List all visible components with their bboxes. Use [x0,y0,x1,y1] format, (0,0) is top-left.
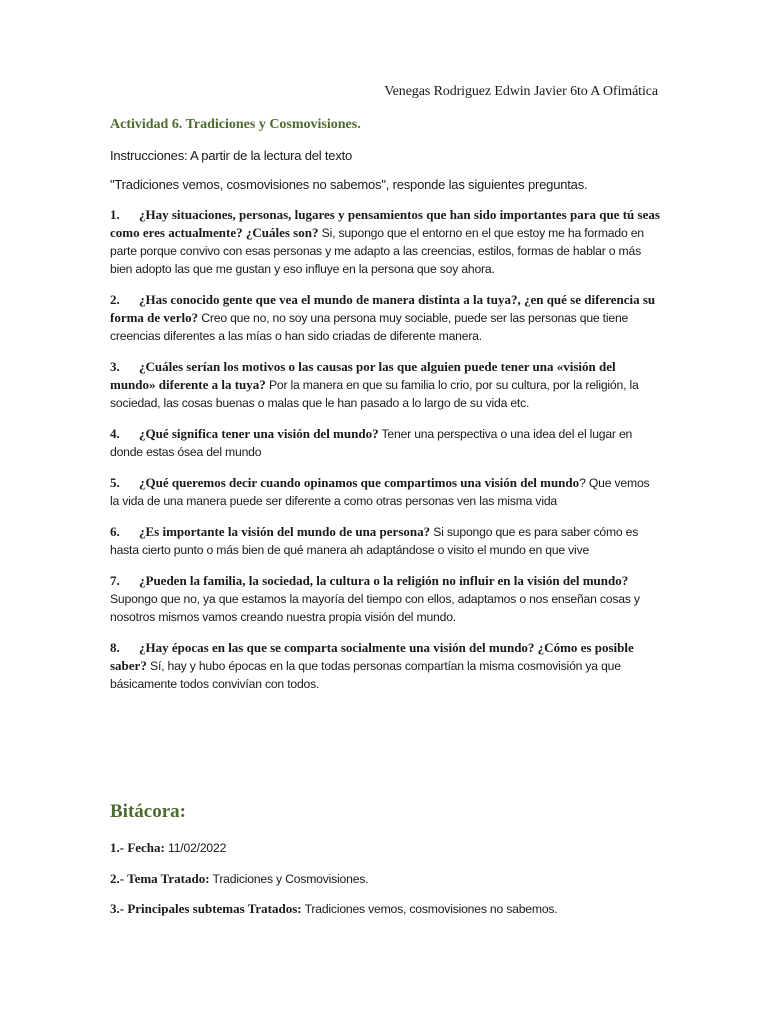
bitacora-value: Tradiciones y Cosmovisiones. [209,872,369,886]
bitacora-item-subtopics [110,901,558,917]
question-item [110,358,660,412]
bitacora-label: 1.- Fecha: [110,840,165,855]
question-number: 5. [110,475,120,490]
bitacora-value: 11/02/2022 [164,841,227,855]
question-item [110,206,660,278]
bitacora-label: 3.- Principales subtemas Tratados: [110,901,302,916]
question-item [110,572,660,626]
answer-text: Tener una perspectiva o una idea del el lugar en donde estas ósea del mundo [110,427,633,459]
question-text: ¿Qué queremos decir cuando opinamos que compartimos una visión del mundo [139,475,580,490]
bitacora-value: Tradiciones vemos, cosmovisiones no sabemos. [301,902,558,916]
question-item [110,474,660,510]
answer-text: Si supongo que es para saber cómo es hasta cierto punto o más bien de qué manera ah adaptándose o visito el mundo en que vive [110,525,639,557]
question-number: 8. [110,640,120,655]
answer-text: Si, supongo que el entorno en el que estoy me ha formado en parte porque convivo con esas personas y me adapto a las creencias, estilos, formas de hablar o más bien adopto las que me gustan y eso influye en la persona que soy ahora. [110,226,644,276]
question-number: 2. [110,292,120,307]
question-number: 3. [110,359,120,374]
bitacora-item-date [110,840,226,856]
question-text: ¿Hay épocas en las que se comparta socialmente una visión del mundo? ¿Cómo es posible saber? [110,640,634,673]
question-text: ¿Es importante la visión del mundo de una persona? [139,524,431,539]
question-text: ¿Cuáles serían los motivos o las causas por las que alguien puede tener una «visión del mundo» diferente a la tuya? [110,359,616,392]
question-number: 7. [110,573,120,588]
instructions-line-1: Instrucciones: A partir de la lectura del texto [110,148,353,163]
question-number: 6. [110,524,120,539]
answer-text: ? Que vemos la vida de una manera puede ser diferente a como otras personas ven las misma vida [110,476,650,508]
bitacora-title: Bitácora: [110,801,186,822]
activity-title: Actividad 6. Tradiciones y Cosmovisiones. [110,117,361,132]
answer-text: Creo que no, no soy una persona muy sociable, puede ser las personas que tiene creencias diferentes a las mías o han sido criadas de diferente manera. [110,311,629,343]
question-item [110,425,660,461]
author-line: Venegas Rodriguez Edwin Javier 6to A Ofimática [384,84,658,99]
questions-list [110,206,660,706]
question-text: ¿Hay situaciones, personas, lugares y pensamientos que han sido importantes para que tú seas como eres actualmente? ¿Cuáles son? [110,207,660,240]
answer-text: Supongo que no, ya que estamos la mayoría del tiempo con ellos, adaptamos o nos enseñan cosas y nosotros mismos vamos creando nuestra propia visión del mundo. [110,592,640,624]
question-text: ¿Pueden la familia, la sociedad, la cultura o la religión no influir en la visión del mundo? [139,573,629,588]
instructions-line-2: "Tradiciones vemos, cosmovisiones no sabemos", responde las siguientes preguntas. [110,177,588,192]
answer-text: Sí, hay y hubo épocas en la que todas personas compartían la misma cosmovisión ya que básicamente todos convivían con todos. [110,659,621,691]
question-number: 1. [110,207,120,222]
bitacora-item-topic [110,871,368,887]
bitacora-label: 2.- Tema Tratado: [110,871,210,886]
answer-text: Por la manera en que su familia lo crio, por su cultura, por la religión, la sociedad, las cosas buenas o malas que le han pasado a lo largo de su vida etc. [110,378,639,410]
question-number: 4. [110,426,120,441]
question-text: ¿Qué significa tener una visión del mundo? [139,426,379,441]
question-item [110,291,660,345]
question-item [110,639,660,693]
question-text: ¿Has conocido gente que vea el mundo de manera distinta a la tuya?, ¿en qué se diferencia su forma de verlo? [110,292,656,325]
question-item [110,523,660,559]
